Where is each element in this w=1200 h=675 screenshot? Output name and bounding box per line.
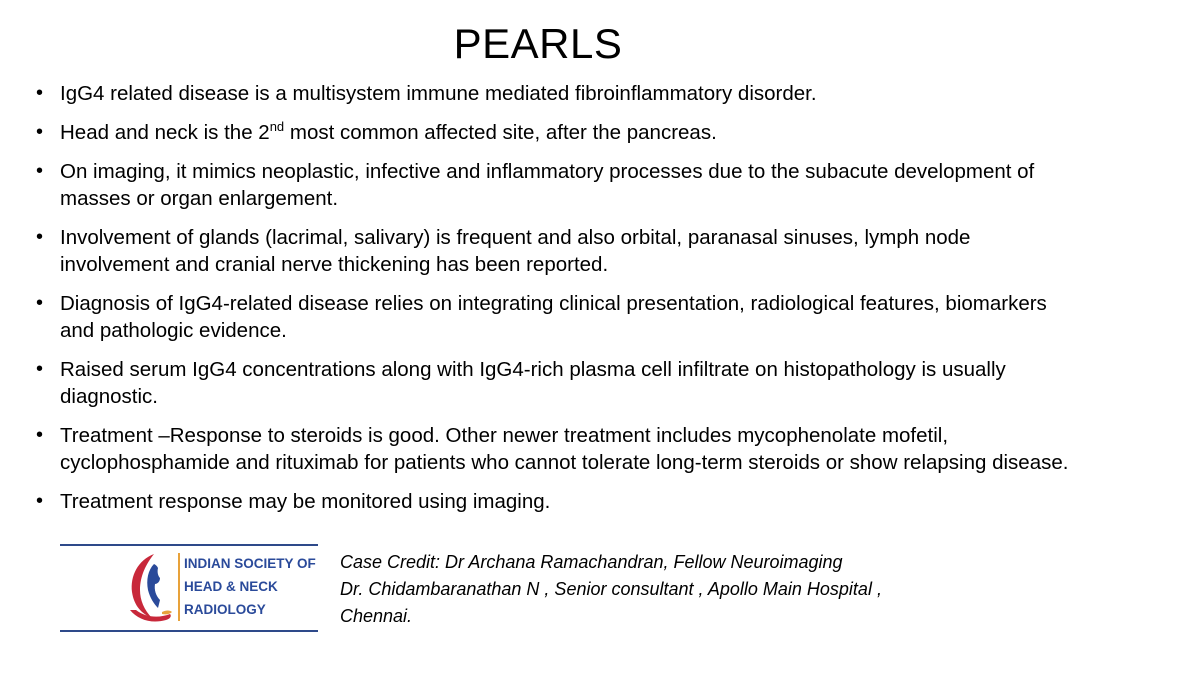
bullet-text: Diagnosis of IgG4-related disease relies on integrating clinical presentation, radiological features, biomarkers and pathologic evidence. [60, 292, 1047, 342]
bullet-dot: • [36, 490, 44, 512]
bullet-text: Treatment response may be monitored using imaging. [60, 490, 551, 513]
bullet-item [36, 356, 1200, 410]
bullet-text: IgG4 related disease is a multisystem immune mediated fibroinflammatory disorder. [60, 82, 817, 105]
bullet-dot: • [36, 226, 44, 248]
society-logo [60, 544, 318, 632]
head-neck-emblem-icon [124, 550, 176, 626]
pearls-bullet-list [36, 80, 1200, 527]
bullet-dot: • [36, 121, 44, 143]
bullet-item [36, 224, 1200, 278]
bullet-text-continued: most common affected site, after the pancreas. [284, 121, 717, 144]
credit-line-3: Chennai. [340, 606, 413, 626]
bullet-dot: • [36, 160, 44, 182]
bullet-superscript: nd [269, 119, 285, 134]
bullet-item [36, 158, 1200, 212]
case-credit [340, 549, 980, 630]
credit-line-1: Case Credit: Dr Archana Ramachandran, Fellow Neuroimaging [340, 552, 843, 572]
credit-line-2: Dr. Chidambaranathan N , Senior consultant , Apollo Main Hospital , [340, 579, 882, 599]
bullet-item [36, 290, 1200, 344]
bullet-item [36, 119, 1200, 146]
bullet-dot: • [36, 292, 44, 314]
bullet-item [36, 422, 1200, 476]
logo-top-rule [60, 544, 318, 546]
bullet-dot: • [36, 358, 44, 380]
logo-bottom-rule [60, 630, 318, 632]
bullet-text: Raised serum IgG4 concentrations along with IgG4-rich plasma cell infiltrate on histopathology is usually diagnostic. [60, 358, 1006, 408]
bullet-dot: • [36, 424, 44, 446]
logo-line-2: HEAD & NECK [184, 578, 278, 594]
bullet-item [36, 80, 1200, 107]
bullet-text: Treatment –Response to steroids is good. Other newer treatment includes mycophenolate mofetil, cyclophosphamide and rituximab for patients who cannot tolerate long-term steroids or show relapsing disease. [60, 424, 1069, 474]
bullet-text: On imaging, it mimics neoplastic, infective and inflammatory processes due to the subacute development of masses or organ enlargement. [60, 160, 1035, 210]
logo-line-3: RADIOLOGY [184, 601, 266, 617]
logo-text [178, 553, 316, 621]
bullet-dot: • [36, 82, 44, 104]
bullet-item [36, 488, 1200, 515]
slide-title: PEARLS [453, 20, 623, 67]
bullet-text: Involvement of glands (lacrimal, salivary) is frequent and also orbital, paranasal sinuses, lymph node involvement and cranial nerve thickening has been reported. [60, 226, 971, 276]
logo-line-1: INDIAN SOCIETY OF [184, 556, 316, 572]
bullet-text: Head and neck is the 2 [60, 121, 270, 144]
